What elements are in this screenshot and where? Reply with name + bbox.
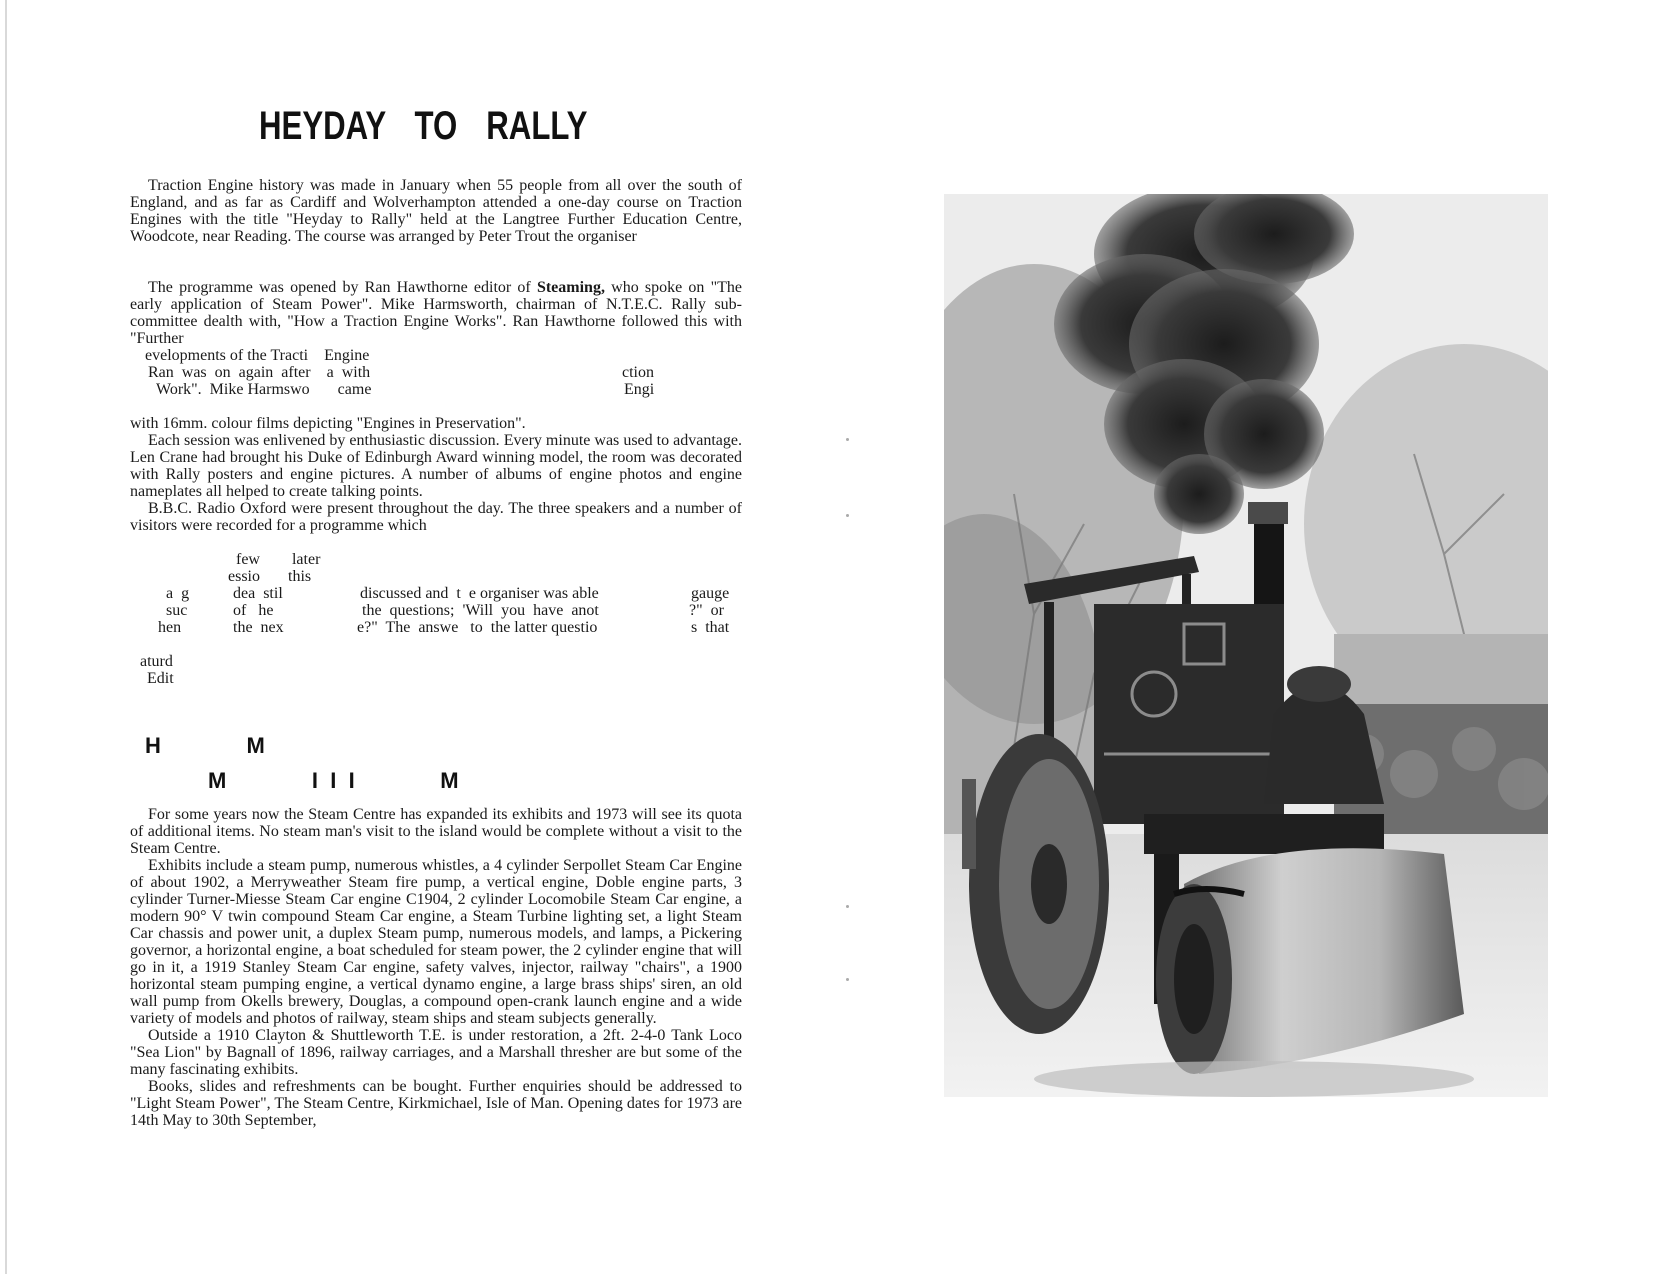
article-steam-centre [130, 806, 742, 1129]
paragraph: B.B.C. Radio Oxford were present throughout the day. The three speakers and a number of visitors were recorded for a programme which [130, 500, 742, 534]
text-fragment: evelopments of the Tracti Engine [145, 347, 370, 364]
paragraph-rest: who spoke on "The early application of Steam Power". Mike Harmsworth, chairman of N.T.E.C. Rally sub-committee dealth with, "How a Traction Engine Works". Ran Hawthorne followed this with "Further [130, 279, 743, 347]
steam-roller-photo-svg [944, 194, 1548, 1097]
paragraph: Outside a 1910 Clayton & Shuttleworth T.E. is under restoration, a 2ft. 2-4-0 Tank Loco "Sea Lion" by Bagnall of 1896, railway carriages, and a Marshall thresher are but some of the many fascinating exhibits. [130, 1027, 742, 1078]
paragraph-start: The programme was opened by Ran Hawthorne editor of [148, 279, 537, 296]
text-fragment: few later [236, 551, 321, 568]
text-fragment: Work". Mike Harmswo came [156, 381, 372, 398]
text-fragment: gauge [691, 585, 730, 602]
paragraph: Exhibits include a steam pump, numerous whistles, a 4 cylinder Serpollet Steam Car Engine of about 1902, a Merryweather Steam fire pump, a vertical engine, Doble engine parts, 3 cylinder Turner-Miesse Steam Car engine C1904, 2 cylinder Locomobile Steam Car engine, a modern 90° V twin compound Steam Car engine, a Steam Turbine lighting set, a light Steam Car chassis and power unit, a duplex Steam pump, numerous models, and lamps, a Pickering governor, a horizontal engine, a boat scheduled for steam power, the 2 cylinder engine that will go in it, a 1919 Stanley Steam Car engine, safety valves, injector, railway "chairs", a 1900 horizontal steam pumping engine, a vertical dynamo engine, a large brass ships' siren, an old wall pump from Okells brewery, Douglas, a compound open-crank launch engine and a wide variety of models and photos of railway, steam ships and steam subjects generally. [130, 857, 742, 1027]
paragraph [130, 279, 742, 347]
text-fragment: Edit [147, 670, 174, 687]
page-edge [5, 0, 7, 1274]
text-fragment: aturd [140, 653, 173, 670]
scan-speck [846, 438, 849, 441]
text-fragment: s that [691, 619, 730, 636]
text-fragment: suc [166, 602, 188, 619]
scan-speck [846, 978, 849, 981]
paragraph: Books, slides and refreshments can be bought. Further enquiries should be addressed to "Light Steam Power", The Steam Centre, Kirkmichael, Isle of Man. Opening dates for 1973 are 14th May to 30th September, [130, 1078, 742, 1129]
text-fragment: ?" or [689, 602, 724, 619]
article-programme [130, 279, 742, 347]
text-fragment: essio this [228, 568, 312, 585]
text-fragment: e?" The answe to the latter questio [357, 619, 598, 636]
paragraph: Each session was enlivened by enthusiastic discussion. Every minute was used to advantage. Len Crane had brought his Duke of Edinburgh Award winning model, the room was decorated with Rally posters and engine pictures. A number of albums of engine photos and engine nameplates all helped to create talking points. [130, 432, 742, 500]
scan-speck [846, 905, 849, 908]
paragraph: Traction Engine history was made in January when 55 people from all over the south of England, and as far as Cardiff and Wolverhampton attended a one-day course on Traction Engines with the title "Heyday to Rally" held at the Langtree Further Education Centre, Woodcote, near Reading. The course was arranged by Peter Trout the organiser [130, 177, 742, 245]
text-fragment: dea stil [233, 585, 283, 602]
text-fragment: the questions; 'Will you have anot [362, 602, 599, 619]
section-heading: M I I I M [208, 768, 459, 793]
text-fragment: Engi [624, 381, 655, 398]
text-fragment: ction [622, 364, 654, 381]
text-fragment: a g [166, 585, 190, 602]
text-fragment: hen [158, 619, 182, 636]
magazine-name: Steaming, [536, 279, 605, 296]
paragraph: with 16mm. colour films depicting "Engines in Preservation". [130, 415, 526, 432]
section-heading: H M [145, 733, 265, 758]
page-title: HEYDAY TO RALLY [259, 104, 588, 148]
article-intro [130, 177, 742, 245]
paragraph: For some years now the Steam Centre has expanded its exhibits and 1973 will see its quota of additional items. No steam man's visit to the island would be complete without a visit to the Steam Centre. [130, 806, 742, 857]
article-sessions [130, 415, 742, 534]
scan-speck [846, 514, 849, 517]
text-fragment: of he [233, 602, 274, 619]
text-fragment: Ran was on again after a with [148, 364, 371, 381]
steam-roller-photo [944, 194, 1548, 1097]
text-fragment: discussed and t e organiser was able [360, 585, 599, 602]
text-fragment: the nex [233, 619, 284, 636]
